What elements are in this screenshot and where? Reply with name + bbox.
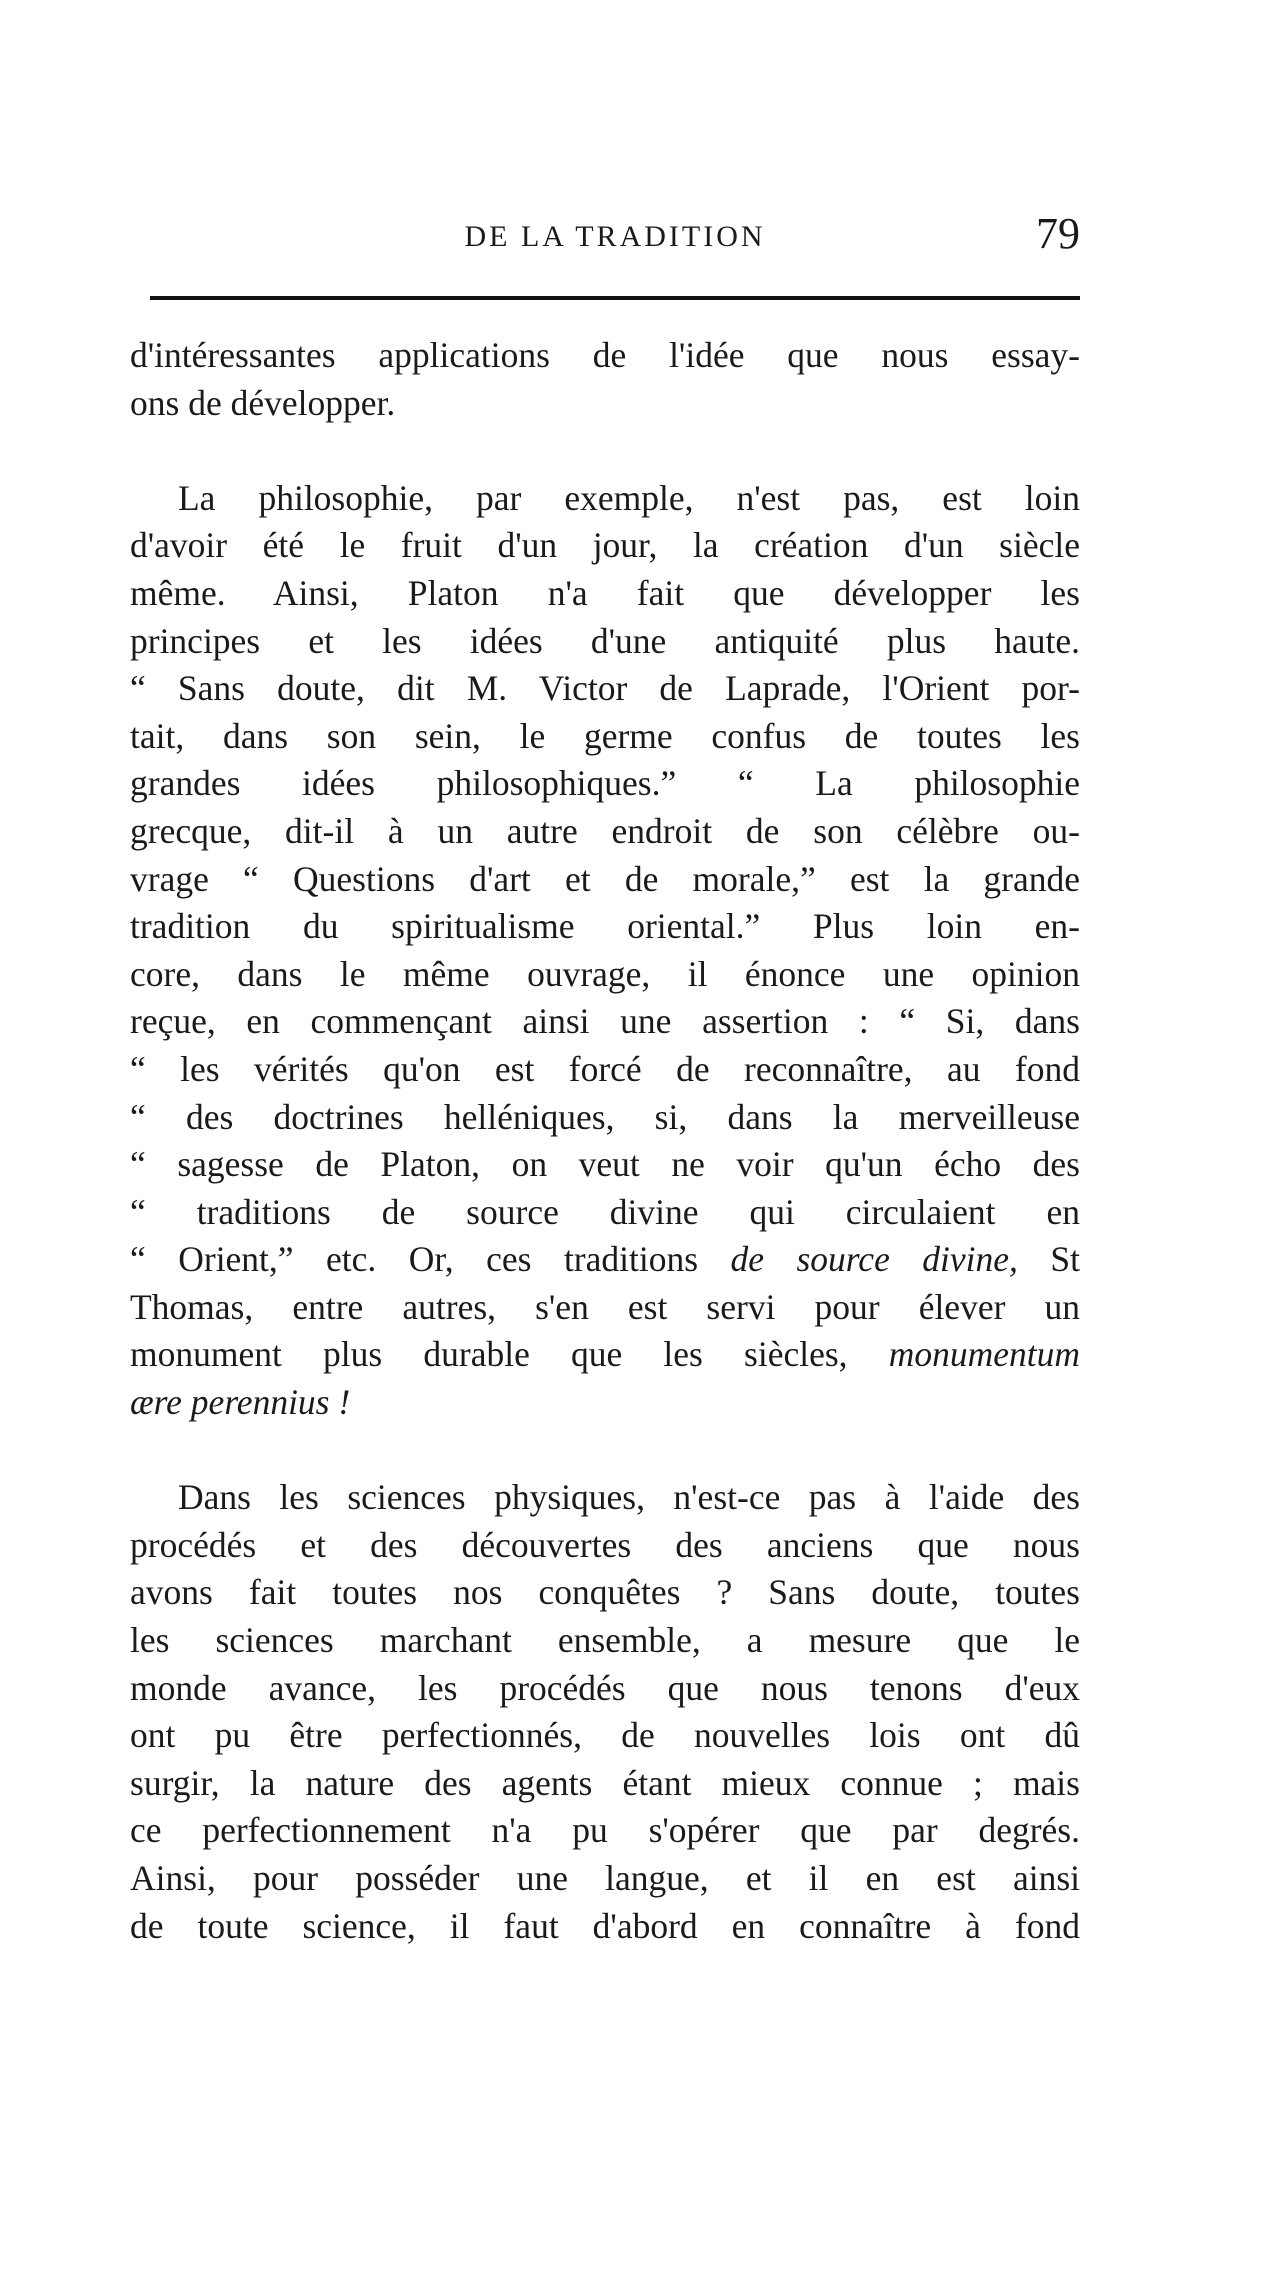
italic-phrase: ære perennius ! — [130, 1382, 351, 1423]
text-line: “ des doctrines helléniques, si, dans la merveilleuse — [130, 1096, 1080, 1137]
paragraph-sciences — [130, 1474, 1080, 1950]
body-text — [130, 332, 1080, 1950]
text-line: procédés et des découvertes des anciens que nous — [130, 1524, 1080, 1565]
paragraph-continuation — [130, 332, 1080, 427]
running-head: DE LA TRADITION — [464, 220, 766, 253]
text-line: ce perfectionnement n'a pu s'opérer que par degrés. — [130, 1810, 1080, 1851]
text-line: tait, dans son sein, le germe confus de toutes les — [130, 715, 1080, 756]
text-fragment: St — [1017, 1239, 1081, 1280]
text-line: grecque, dit-il à un autre endroit de son célèbre ou- — [130, 810, 1080, 851]
text-line: Dans les sciences physiques, n'est-ce pas à l'aide des — [178, 1477, 1080, 1518]
text-line: “ les vérités qu'on est forcé de reconnaître, au fond — [130, 1048, 1080, 1089]
text-line: “ traditions de source divine qui circulaient en — [130, 1191, 1080, 1232]
header-rule — [150, 296, 1080, 300]
text-line: avons fait toutes nos conquêtes ? Sans doute, toutes — [130, 1572, 1080, 1613]
paragraph-gap — [130, 1427, 1080, 1475]
text-line: d'intéressantes applications de l'idée que nous essay- — [130, 335, 1080, 375]
text-line: La philosophie, par exemple, n'est pas, est loin — [178, 477, 1080, 518]
text-line: vrage “ Questions d'art et de morale,” est la grande — [130, 858, 1080, 899]
text-line: core, dans le même ouvrage, il énonce une opinion — [130, 953, 1080, 994]
text-line: tradition du spiritualisme oriental.” Plus loin en- — [130, 906, 1080, 947]
text-line: d'avoir été le fruit d'un jour, la création d'un siècle — [130, 525, 1080, 566]
text-line — [130, 1236, 1080, 1284]
text-line: monde avance, les procédés que nous tenons d'eux — [130, 1667, 1080, 1708]
text-line: ont pu être perfectionnés, de nouvelles lois ont dû — [130, 1715, 1080, 1756]
text-line: grandes idées philosophiques.” “ La philosophie — [130, 763, 1080, 804]
text-line: surgir, la nature des agents étant mieux connue ; mais — [130, 1762, 1080, 1803]
text-line — [130, 1331, 1080, 1379]
text-line: de toute science, il faut d'abord en connaître à fond — [130, 1905, 1080, 1946]
text-fragment: “ Orient,” etc. Or, ces traditions — [130, 1239, 731, 1280]
page-number: 79 — [1036, 209, 1080, 258]
text-fragment: monument plus durable que les siècles, — [130, 1334, 889, 1375]
text-line: même. Ainsi, Platon n'a fait que développer les — [130, 572, 1080, 613]
text-line — [130, 1379, 1080, 1427]
text-line: ons de développer. — [130, 382, 396, 423]
text-line: les sciences marchant ensemble, a mesure que le — [130, 1620, 1080, 1661]
paragraph-gap — [130, 427, 1080, 475]
text-line: principes et les idées d'une antiquité plus haute. — [130, 620, 1080, 661]
text-line: Thomas, entre autres, s'en est servi pour élever un — [130, 1286, 1080, 1327]
text-line: Ainsi, pour posséder une langue, et il en est ainsi — [130, 1858, 1080, 1898]
text-line: “ Sans doute, dit M. Victor de Laprade, l'Orient por- — [130, 668, 1080, 709]
text-line: reçue, en commençant ainsi une assertion : “ Si, dans — [130, 1001, 1080, 1042]
page-header — [150, 208, 1080, 268]
text-line: “ sagesse de Platon, on veut ne voir qu'un écho des — [130, 1144, 1080, 1185]
paragraph-philosophie — [130, 475, 1080, 1427]
italic-phrase: de source divine, — [730, 1239, 1018, 1280]
italic-phrase: monumentum — [888, 1334, 1080, 1375]
